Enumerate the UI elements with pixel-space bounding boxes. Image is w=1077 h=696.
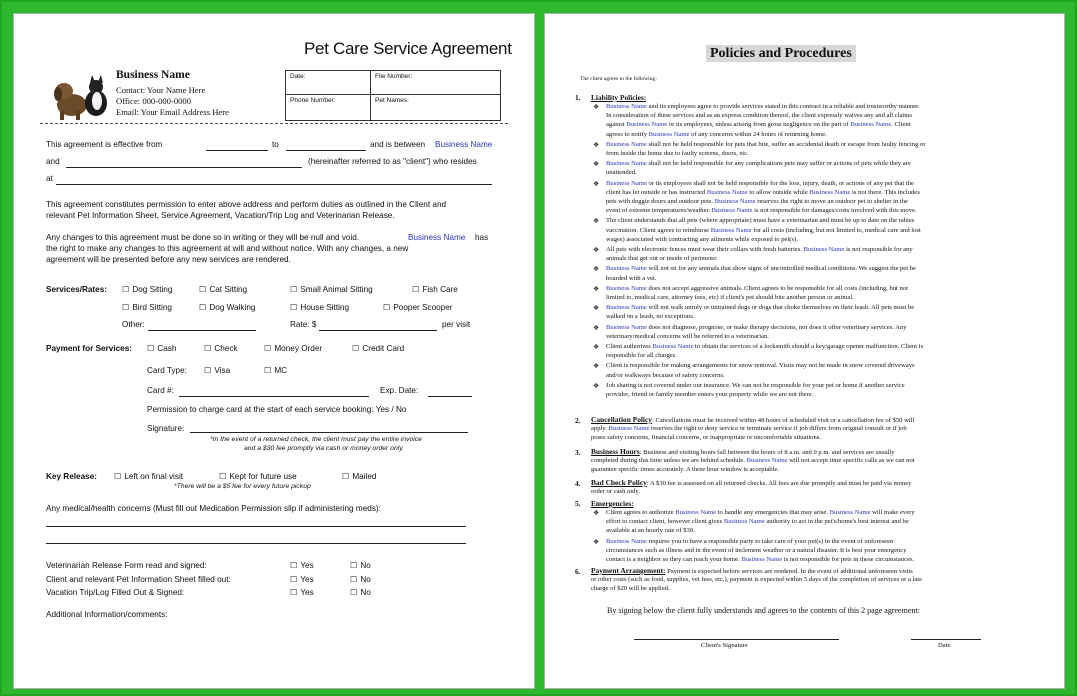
- dog-sitting-checkbox[interactable]: ☐ Dog Sitting: [122, 285, 172, 295]
- bad-check-heading: Bad Check Policy: [591, 478, 647, 487]
- rate-label: Rate: $: [290, 320, 317, 329]
- business-name-ref: Business Name: [606, 284, 647, 292]
- liability-text: walked on a leash, no exceptions.: [606, 313, 695, 321]
- section-2-number: 2.: [575, 416, 581, 425]
- section-1-number: 1.: [575, 93, 581, 102]
- card-number-line[interactable]: [179, 396, 369, 397]
- bad-check-text-1: : A $30 fee is assessed on all returned checks. All fees are due promptly and must be paid via money: [646, 480, 912, 487]
- business-name-ref: Business Name: [647, 130, 690, 138]
- business-name-ref: Business Name: [408, 233, 466, 242]
- liability-text-line: [606, 304, 914, 312]
- signature-line[interactable]: [190, 432, 468, 433]
- liability-text-line: [606, 246, 913, 254]
- intro-text: The client agrees to the following:: [580, 76, 657, 82]
- visa-checkbox[interactable]: ☐ Visa: [204, 366, 230, 376]
- emergency-text: Client agrees to authorize: [606, 509, 674, 516]
- business-office: Office: 000-000-0000: [116, 96, 192, 106]
- liability-text: from inside the home due to faulty screens, doors, etc.: [606, 150, 749, 157]
- business-name-ref: Business Name: [713, 198, 756, 205]
- policies-page: [545, 14, 1064, 688]
- liability-text: of any concerns within 24 hours of returning home.: [689, 130, 827, 138]
- mc-checkbox[interactable]: ☐ MC: [264, 366, 287, 376]
- medical-concerns-label: Any medical/health concerns (Must fill out Medication Permission slip if administering meds):: [46, 504, 381, 513]
- paragraph-permission-1: This agreement constitutes permission to enter above address and perform duties as outlined in the Client and: [46, 200, 447, 209]
- closing-statement: By signing below the client fully understands and agrees to the contents of this 2 page agreement:: [607, 606, 920, 615]
- vet-release-no[interactable]: ☐ No: [350, 561, 371, 571]
- liability-text: animals that get out or inside of perimeter.: [606, 255, 718, 263]
- key-fee-note: *There will be a $5 fee for every future pickup: [174, 483, 311, 490]
- section-4-number: 4.: [575, 479, 581, 488]
- liability-text: agrees to notify: [606, 130, 648, 138]
- credit-card-checkbox[interactable]: ☐ Credit Card: [352, 344, 404, 354]
- vacation-log-no[interactable]: ☐ No: [350, 588, 371, 598]
- business-name-ref: Business Name: [709, 207, 753, 215]
- hours-text-4: guarantee specific times accurately. A three hour window is acceptable.: [591, 466, 779, 473]
- section-5-number: 5.: [575, 499, 581, 508]
- at-label: at: [46, 174, 53, 183]
- medical-line-1[interactable]: [46, 526, 466, 527]
- liability-text-line: [606, 333, 769, 341]
- liability-text-line: [606, 150, 749, 158]
- card-type-label: Card Type:: [147, 366, 187, 375]
- client-signature-line[interactable]: [634, 639, 839, 640]
- liability-text-line: [606, 294, 854, 302]
- business-name-ref: Business Name: [848, 121, 892, 129]
- dog-walking-checkbox[interactable]: ☐ Dog Walking: [199, 303, 255, 313]
- paragraph-changes-3: agreement will be presented before any new services are rendered.: [46, 255, 291, 264]
- liability-text: for all costs (including, but not limited to, medical care and lost: [751, 226, 921, 234]
- liability-text: and its employees agree to provide services stated in this contract in a reliable and trustworthy manner.: [646, 103, 920, 110]
- liability-text: pets with doggie doors and outdoor pets.: [606, 198, 714, 205]
- rate-line[interactable]: [319, 330, 437, 331]
- liability-text: shall not be held responsible for pets that bite, suffer an accidental death or escape from faulty fencing or: [646, 140, 926, 148]
- liability-text-line: [606, 362, 915, 370]
- liability-text: and/or walkways because of safety concerns.: [606, 371, 725, 379]
- business-name-ref: Business Name: [606, 140, 647, 148]
- payment-label: Payment for Services:: [46, 344, 133, 353]
- card-number-label: Card #:: [147, 386, 174, 395]
- business-name-ref: Business Name: [606, 538, 647, 545]
- liability-text: is not responsible for any: [844, 246, 913, 253]
- liability-text: unattended.: [606, 169, 637, 177]
- liability-text-line: [606, 275, 657, 283]
- date-line[interactable]: [911, 639, 981, 640]
- diamond-bullet-icon: ❖: [593, 324, 600, 332]
- additional-info-label: Additional Information/comments:: [46, 610, 168, 619]
- section-3-number: 3.: [575, 448, 581, 457]
- business-name-ref: Business Name: [606, 103, 647, 110]
- paragraph-changes-2: the right to make any changes to this agreement at will and without notice. With any changes, a new: [46, 244, 409, 253]
- business-name-ref: Business Name: [741, 556, 783, 563]
- liability-text: In consideration of these services and as an express condition thereof, the client expressly waives any and all claims: [606, 112, 912, 120]
- emergency-text: will make every: [872, 509, 915, 516]
- liability-heading: Liability Policies:: [591, 93, 647, 102]
- end-date-line[interactable]: [286, 150, 366, 151]
- liability-text-line: [606, 160, 911, 168]
- check-checkbox[interactable]: ☐ Check: [204, 344, 238, 354]
- liability-text: vaccination. Client agrees to reimburse: [606, 226, 710, 234]
- diamond-bullet-icon: ❖: [593, 285, 600, 293]
- cancellation-text-2: apply.: [591, 425, 607, 432]
- page-title: Pet Care Service Agreement: [304, 39, 512, 58]
- returned-check-note-1: *In the event of a returned check, the client must pay the entire invoice: [210, 436, 422, 443]
- liability-text: Client authorizes: [606, 343, 651, 350]
- cancellation-text-1: : Cancellations must be received within 48 hours of scheduled visit or a cancellation fee of $50 will: [651, 417, 915, 424]
- liability-text: is not responsible for damages/costs involved with this move.: [752, 207, 917, 215]
- liability-text: responsible for all charges.: [606, 352, 677, 360]
- key-mailed-checkbox[interactable]: ☐ Mailed: [342, 472, 376, 482]
- liability-text-line: [606, 180, 914, 188]
- liability-text: Client is responsible for making arrangements for snow removal. Visits may not be made in snow covered driveways: [606, 362, 915, 370]
- liability-text: Job sharing is not covered under our insurance. We can not be responsible for your pet or home if another service: [606, 381, 905, 389]
- vacation-log-label: Vacation Trip/Log Filled Out & Signed:: [46, 588, 185, 597]
- diamond-bullet-icon: ❖: [593, 218, 600, 226]
- business-name-ref: Business Name: [606, 265, 647, 273]
- liability-text: veterinary/medical concerns will be referred to a veterinarian.: [606, 332, 769, 340]
- vet-release-label: Veterinarian Release Form read and signed:: [46, 561, 207, 570]
- liability-text-line: [606, 265, 916, 273]
- liability-text: will not walk unruly or untrained dogs or dogs that choke themselves on their leash. All pets must be: [646, 304, 915, 312]
- client-signature-label: Client's Signature: [701, 642, 748, 649]
- business-name-ref: Business Name: [624, 121, 668, 129]
- effective-label: This agreement is effective from: [46, 140, 163, 149]
- liability-text: All pets with electronic fences must wear their collars with fresh batteries.: [606, 246, 802, 253]
- emergency-text: authority to act in the pet's/home's best interest and be: [766, 518, 909, 525]
- diamond-bullet-icon: ❖: [593, 382, 600, 390]
- phone-number-field[interactable]: Phone Number:: [290, 97, 336, 104]
- emergency-text: available at an hourly rate of $30.: [606, 527, 695, 534]
- paragraph-permission-2: relevant Pet Information Sheet, Service Agreement, Vacation/Trip Log and Veterinarian Release.: [46, 211, 395, 220]
- hereinafter-label: (hereinafter referred to as "client") who resides: [308, 157, 477, 166]
- hours-text-2: completed during this time unless we are behind schedule.: [591, 457, 745, 464]
- business-name-ref: Business Name: [807, 188, 851, 196]
- diamond-bullet-icon: ❖: [593, 247, 600, 254]
- payment-text-1: Payment is expected before services are rendered. In the event of additional unforeseen visits: [665, 568, 913, 575]
- liability-text: boarded with a vet.: [606, 274, 657, 282]
- house-sitting-checkbox[interactable]: ☐ House Sitting: [290, 303, 349, 313]
- liability-text-line: [606, 103, 920, 111]
- liability-text: limited to, medical care, attorney fees, etc) if client's pet should bite another person or animal.: [606, 294, 854, 301]
- liability-text: to allow outside while: [747, 188, 808, 196]
- hours-text-1: : Business and visiting hours fall between the hours of 8 a.m. and 9 p.m. and services are usually: [639, 449, 895, 456]
- date-label: Date: [938, 642, 951, 649]
- vet-release-yes[interactable]: ☐ Yes: [290, 561, 314, 571]
- diamond-bullet-icon: ❖: [593, 141, 600, 149]
- pet-info-yes[interactable]: ☐ Yes: [290, 575, 314, 585]
- permission-label: Permission to charge card at the start of each service booking: Yes / No: [147, 405, 407, 414]
- diamond-bullet-icon: ❖: [593, 104, 600, 111]
- liability-text: reserves the right to move an outdoor pet to shelter in the: [755, 198, 908, 205]
- policies-title: Policies and Procedures: [706, 45, 856, 62]
- payment-text-3: charge of $20 will be applied.: [591, 585, 670, 592]
- diamond-bullet-icon: ❖: [593, 305, 600, 313]
- agreement-page: [14, 14, 534, 688]
- emergency-text: circumstances such as illness and in the event of inclement weather or a natural disaster. It is best your emergency: [606, 547, 907, 554]
- liability-text: is not there. This includes: [850, 188, 920, 196]
- liability-text-line: [606, 198, 908, 206]
- cancellation-text-4: poses safety concerns, financial concerns, or inappropriate or uncomfortable situations.: [591, 434, 821, 441]
- services-label: Services/Rates:: [46, 285, 107, 294]
- exp-date-line[interactable]: [428, 396, 472, 397]
- liability-text-line: [606, 169, 637, 177]
- liability-text-line: [606, 372, 725, 380]
- liability-text: event of extreme temperatures/weather.: [606, 207, 710, 215]
- payment-arrangement-heading: Payment Arrangement:: [591, 566, 666, 575]
- dog-and-cat-logo-icon: [50, 71, 114, 121]
- signature-label: Signature:: [147, 424, 185, 433]
- liability-text: shall not be held responsible for any complications pets may suffer or actions of pets while they are: [646, 160, 911, 168]
- emergency-text: to handle any emergencies that may arise.: [717, 509, 828, 516]
- business-name-ref: Business Name: [723, 518, 765, 525]
- liability-text-line: [606, 391, 813, 399]
- business-name-ref: Business Name: [829, 509, 871, 516]
- business-name-ref: Business Name: [709, 226, 752, 234]
- liability-text-line: [606, 227, 921, 235]
- other-line[interactable]: [148, 330, 256, 331]
- business-email: Email: Your Email Address Here: [116, 107, 229, 117]
- diamond-bullet-icon: ❖: [593, 539, 600, 546]
- diamond-bullet-icon: ❖: [593, 161, 600, 169]
- liability-text: will not sit for any animals that show signs of uncontrolled medical conditions. We suggest the pet be: [646, 265, 916, 273]
- hours-text-3: will not accept time specific calls as we can not: [789, 457, 915, 464]
- liability-text-line: [606, 382, 905, 390]
- emergencies-heading: Emergencies:: [591, 499, 634, 508]
- liability-text-line: [606, 189, 920, 197]
- between-label: and is between: [370, 140, 426, 149]
- diamond-bullet-icon: ❖: [593, 510, 600, 517]
- liability-text: against: [606, 121, 625, 129]
- business-hours-heading: Business Hours: [591, 447, 640, 456]
- cash-checkbox[interactable]: ☐ Cash: [147, 344, 176, 354]
- vacation-log-yes[interactable]: ☐ Yes: [290, 588, 314, 598]
- small-animal-checkbox[interactable]: ☐ Small Animal Sitting: [290, 285, 373, 295]
- business-name-ref: Business Name: [606, 323, 647, 331]
- key-kept-checkbox[interactable]: ☐ Kept for future use: [219, 472, 297, 482]
- key-release-label: Key Release:: [46, 472, 97, 481]
- pet-names-field[interactable]: Pet Names:: [375, 97, 409, 104]
- ruler-divider: [40, 123, 508, 124]
- liability-text: to obtain the services of a locksmith should a key/garage opener malfunction. Client is: [693, 343, 924, 350]
- diamond-bullet-icon: ❖: [593, 344, 600, 351]
- business-name-ref: Business Name: [606, 160, 647, 168]
- bad-check-text-2: order or cash only.: [591, 488, 641, 495]
- diamond-bullet-icon: ❖: [593, 180, 600, 188]
- pet-info-label: Client and relevant Pet Information Sheet filled out:: [46, 575, 231, 584]
- business-name-ref: Business Name: [606, 304, 647, 312]
- liability-text: . Client: [891, 121, 911, 129]
- other-label: Other:: [122, 320, 145, 329]
- date-field[interactable]: Date:: [290, 73, 306, 80]
- liability-text-line: [606, 324, 907, 332]
- liability-text: does not accept aggressive animals. Client agrees to be responsible for all costs (including, but not: [646, 284, 908, 292]
- key-left-checkbox[interactable]: ☐ Left on final visit: [114, 472, 183, 482]
- emergency-text: contact is a neighbor so they can reach your home.: [606, 556, 740, 563]
- business-contact: Contact: Your Name Here: [116, 85, 206, 95]
- liability-text: client has let outside or has instructed: [606, 188, 706, 196]
- liability-text-line: [606, 236, 798, 244]
- address-line[interactable]: [56, 184, 492, 185]
- client-name-line[interactable]: [66, 167, 302, 168]
- emergency-text: requires you to have a responsible party to take care of your pet(s) in the event of unforeseen: [648, 538, 894, 545]
- diamond-bullet-icon: ❖: [593, 266, 600, 274]
- liability-text-line: [606, 313, 694, 321]
- pooper-scooper-checkbox[interactable]: ☐ Pooper Scooper: [383, 303, 453, 313]
- exp-date-label: Exp. Date:: [380, 386, 419, 395]
- liability-text-line: [606, 112, 912, 120]
- paragraph-changes-has: has: [475, 233, 489, 242]
- liability-text-line: [606, 131, 827, 139]
- liability-text: wages) associated with contracting any ailments while exposed to pet(s).: [606, 235, 798, 243]
- cancellation-text-3: reserves the right to deny service or terminate service if job differs from original consult or if job: [651, 425, 907, 432]
- business-name-ref: Business Name: [435, 140, 493, 149]
- liability-text-line: [606, 217, 914, 225]
- business-name-ref: Business Name: [606, 179, 647, 187]
- business-name-ref: Business Name: [608, 425, 650, 432]
- liability-text: does not diagnose, prognose, or make therapy decisions, nor does it offer veterinary services. Any: [646, 323, 907, 331]
- business-name-ref: Business Name: [650, 343, 694, 350]
- liability-text: or its employees, unless arising from gross negligence on the part of: [667, 121, 849, 129]
- per-visit-label: per visit: [442, 320, 471, 329]
- payment-text-2: or other costs (such as food, supplies, vet fees, etc.), payment is expected within 5 days of the completion of services or a late: [591, 576, 923, 583]
- fish-care-checkbox[interactable]: ☐ Fish Care: [412, 285, 458, 295]
- liability-text: provider, friend or family member enters your property while we are not there.: [606, 391, 814, 398]
- business-name-ref: Business Name: [746, 457, 788, 464]
- and-label: and: [46, 157, 60, 166]
- diamond-bullet-icon: ❖: [593, 363, 600, 371]
- business-name-ref: Business Name: [705, 188, 748, 196]
- liability-text-line: [606, 207, 917, 215]
- money-order-checkbox[interactable]: ☐ Money Order: [264, 344, 322, 354]
- liability-text-line: [606, 121, 911, 129]
- emergency-text: is not responsible for pets in these circumstances.: [783, 556, 915, 563]
- liability-text-line: [606, 352, 677, 360]
- paragraph-changes-1: Any changes to this agreement must be done so in writing or they will be null and void.: [46, 233, 360, 242]
- file-number-field[interactable]: File Number:: [375, 73, 413, 80]
- business-name-ref: Business Name: [675, 509, 717, 516]
- liability-text-line: [606, 255, 718, 263]
- business-name-ref: Business Name: [801, 246, 845, 253]
- bird-sitting-checkbox[interactable]: ☐ Bird Sitting: [122, 303, 172, 313]
- to-label: to: [272, 140, 279, 149]
- business-name: Business Name: [116, 69, 190, 81]
- cat-sitting-checkbox[interactable]: ☐ Cat Sitting: [199, 285, 247, 295]
- liability-text-line: [606, 343, 923, 351]
- info-grid: [285, 70, 501, 121]
- emergency-text: effort to contact client, however client gives: [606, 518, 723, 525]
- section-6-number: 6.: [575, 567, 581, 576]
- start-date-line[interactable]: [206, 150, 268, 151]
- medical-line-2[interactable]: [46, 543, 466, 544]
- returned-check-note-2: and a $30 fee promptly via cash or money order only.: [244, 445, 405, 452]
- liability-text-line: [606, 141, 925, 149]
- pet-info-no[interactable]: ☐ No: [350, 575, 371, 585]
- liability-text: The client understands that all pets (where appropriate) must have a veterinarian and must be up to date on the rabies: [606, 217, 915, 225]
- liability-text-line: [606, 285, 908, 293]
- cancellation-heading: Cancellation Policy: [591, 415, 652, 424]
- liability-text: or its employees shall not be held responsible for the loss, injury, death, or actions of any pet that the: [646, 179, 914, 187]
